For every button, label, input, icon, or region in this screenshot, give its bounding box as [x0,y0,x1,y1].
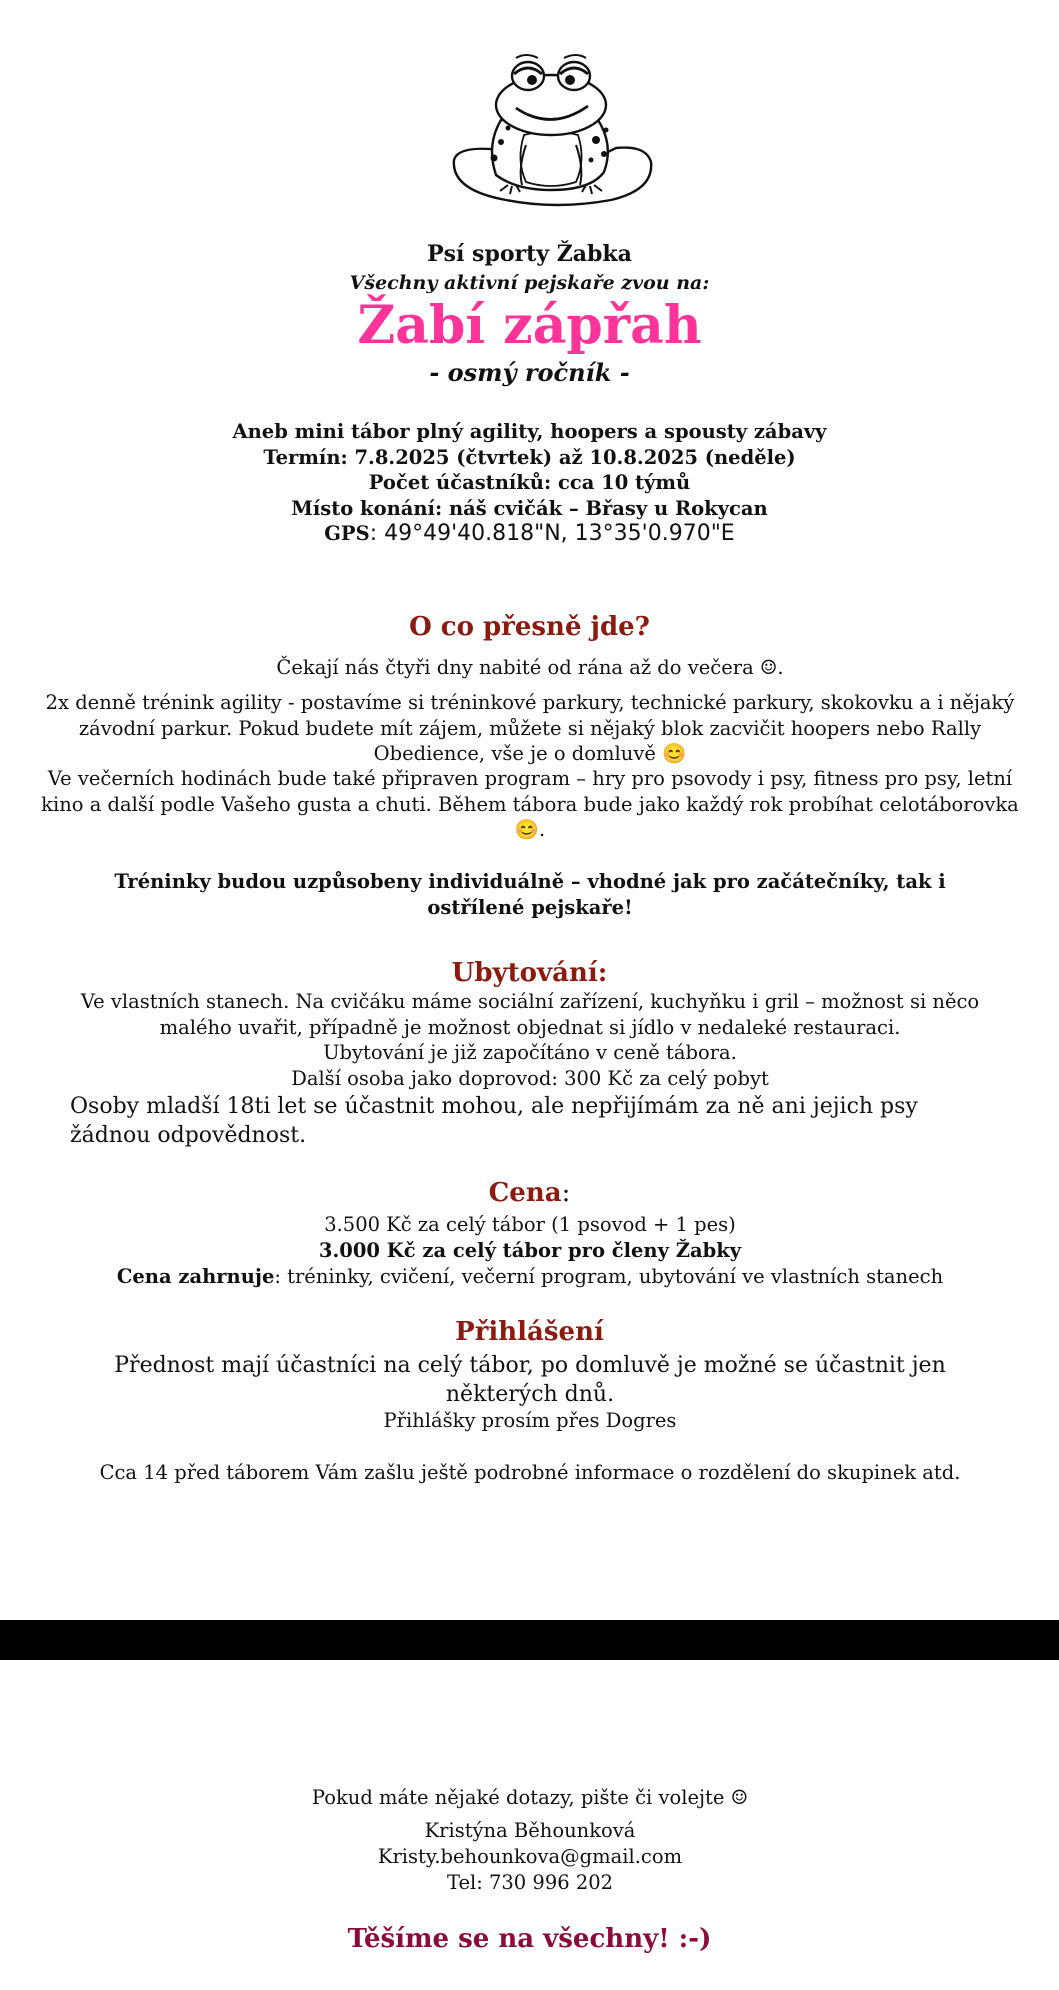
event-location: Místo konání: náš cvičák – Břasy u Rokycan [291,496,768,520]
accommodation-heading: Ubytování: [451,958,608,988]
contact-email: Kristy.behounkova@gmail.com [377,1845,683,1868]
price-members: 3.000 Kč za celý tábor pro členy Žabky [318,1239,742,1262]
gps-value: : 49°49'40.818"N, 13°35'0.970"E [369,521,735,546]
price-includes [40,1264,1020,1290]
about-heading: O co přesně jde? [409,612,650,642]
registration-heading: Přihlášení [455,1317,604,1347]
frog-logo-icon [446,50,656,215]
price-heading-line [0,1178,1059,1208]
event-term: Termín: 7.8.2025 (čtvrtek) až 10.8.2025 (neděle) [263,445,796,469]
event-details [0,419,1059,547]
registration-dogres: Přihlášky prosím přes Dogres [383,1409,677,1432]
about-intro: Čekají nás čtyři dny nabité od rána až do večera ☺. [276,656,784,679]
participant-count: Počet účastníků: cca 10 týmů [368,471,691,494]
divider-bar [0,1620,1059,1660]
gps-label: GPS [324,522,370,545]
price-heading-colon: : [561,1178,571,1208]
invitation-line: Všechny aktivní pejskaře zvou na: [349,272,710,294]
price-includes-value: : tréninky, cvičení, večerní program, ubytování ve vlastních stanech [274,1265,944,1288]
contact-phone: Tel: 730 996 202 [446,1871,614,1894]
price-full: 3.500 Kč za celý tábor (1 psovod + 1 pes) [324,1213,736,1236]
accommodation-included: Ubytování je již započítáno v ceně tábora. [323,1041,737,1064]
gps-line [0,521,1059,547]
about-note: Tréninky budou uzpůsobeny individuálně – vhodné jak pro začátečníky, tak i ostřílené pejskaře! [114,870,946,919]
contact-question: Pokud máte nějaké dotazy, pište či volejte ☺ [311,1786,749,1809]
event-subtitle: Aneb mini tábor plný agility, hoopers a spousty zábavy [232,420,827,443]
about-training: 2x denně trénink agility - postavíme si tréninkové parkury, technické parkury, skokovku a i nějaký závodní parkur. Pokud budete mít zájem, můžete si nějaký blok zacvičit hoopers nebo Rally Obedience, vše je o domluvě 😊 [45,691,1015,765]
edition-label: - osmý ročník - [429,358,630,387]
organizer-name: Psí sporty Žabka [427,241,632,267]
contact-name: Kristýna Běhounková [424,1819,636,1842]
closing-message: Těšíme se na všechny! :-) [347,1924,712,1954]
registration-priority: Přednost mají účastníci na celý tábor, po domluvě je možné se účastnit jen některých dnů. [114,1353,946,1407]
accommodation-companion: Další osoba jako doprovod: 300 Kč za celý pobyt [291,1067,769,1090]
price-includes-label: Cena zahrnuje [116,1265,275,1288]
about-evening: Ve večerních hodinách bude také připraven program – hry pro psovody i psy, fitness pro psy, letní kino a další podle Vašeho gusta a chuti. Během tábora bude jako každý rok probíhat celotáborovka 😊. [41,767,1019,841]
event-title: Žabí zápřah [357,295,702,356]
price-heading: Cena [488,1178,562,1208]
accommodation-text: Ve vlastních stanech. Na cvičáku máme sociální zařízení, kuchyňku i gril – možnost si něco malého uvařit, případně je možnost objednat si jídlo v nedaleké restauraci. [80,990,980,1039]
accommodation-minors: Osoby mladší 18ti let se účastnit mohou, ale nepřijímám za ně ani jejich psy žádnou odpovědnost. [70,1094,918,1148]
registration-info: Cca 14 před táborem Vám zašlu ještě podrobné informace o rozdělení do skupinek atd. [99,1461,961,1484]
